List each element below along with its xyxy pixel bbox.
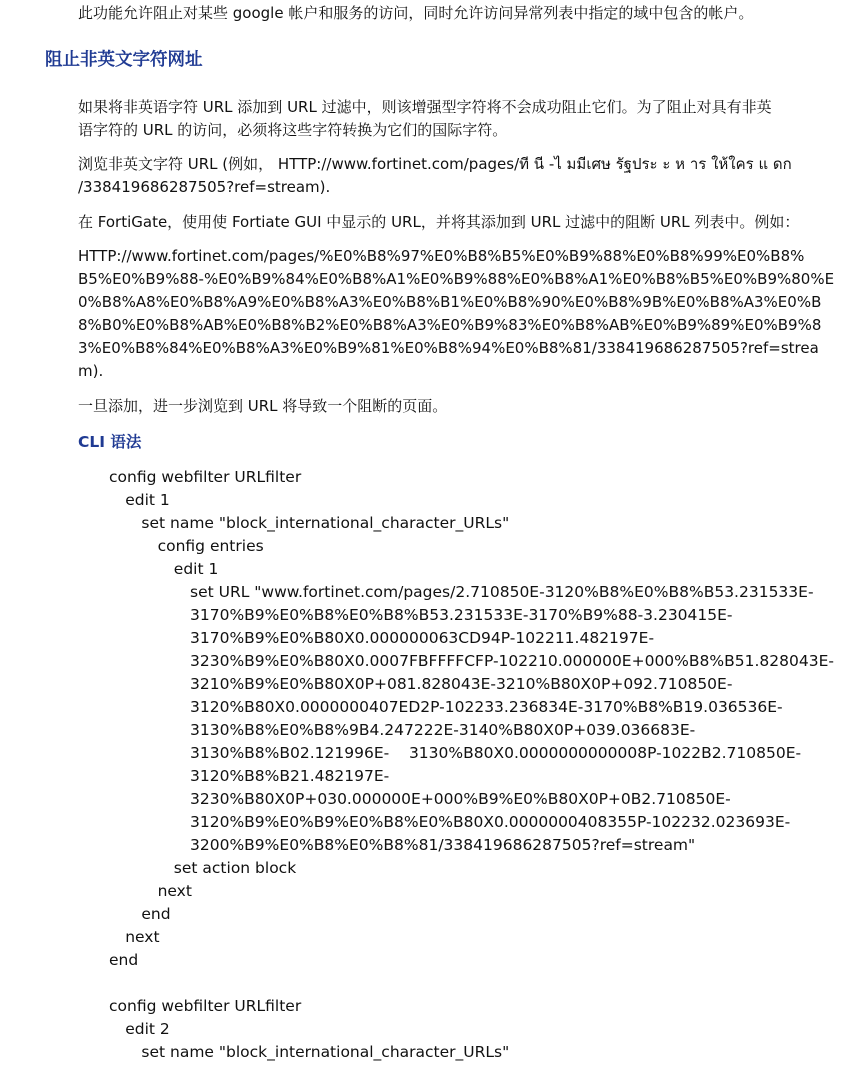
cli-line: end: [109, 951, 139, 969]
paragraph-1-line: 如果将非英语字符 URL 添加到 URL 过滤中，则该增强型字符将不会成功阻止它们。为了阻止对具有非英: [78, 98, 772, 116]
cli-line: set action block: [173, 859, 297, 877]
encoded-url-line: 8%B0%E0%B8%AB%E0%B8%B2%E0%B8%A3%E0%B9%83%E0%B8%AB%E0%B9%89%E0%B9%8: [78, 316, 822, 334]
cli-line: edit 1: [173, 560, 219, 578]
intro-text: 此功能允许阻止对某些 google 帐户和服务的访问，同时允许访问异常列表中指定的域中包含的帐户。: [78, 4, 754, 22]
cli-line: 3130%B8%E0%B8%9B4.247222E-3140%B80X0P+039.036683E-: [190, 721, 696, 739]
cli-line: 3120%B80X0.0000000407ED2P-102233.236834E-3170%B8%B19.036536E-: [190, 698, 783, 716]
cli-code-block: [0, 995, 509, 1064]
paragraph-2-line: /338419686287505?ref=stream).: [78, 178, 331, 196]
encoded-url-line: 3%E0%B8%84%E0%B8%A3%E0%B9%81%E0%B8%94%E0%B8%81/338419686287505?ref=strea: [78, 339, 819, 357]
paragraph-2: [78, 153, 823, 199]
encoded-url-line: 0%B8%A8%E0%B8%A9%E0%B8%A3%E0%B8%B1%E0%B8%90%E0%B8%9B%E0%B8%A3%E0%B: [78, 293, 822, 311]
encoded-url-line: m).: [78, 362, 104, 380]
section-title: 阻止非英文字符网址: [45, 50, 203, 70]
cli-line: next: [157, 882, 192, 900]
paragraph-3: [78, 211, 823, 234]
cli-line: 3210%B9%E0%B80X0P+081.828043E-3210%B80X0P+092.710850E-: [190, 675, 733, 693]
paragraph-3-text: 在 FortiGate，使用使 Fortiate GUI 中显示的 URL，并将其添加到 URL 过滤中的阻断 URL 列表中。例如：: [78, 213, 800, 231]
cli-syntax-title: CLI 语法: [78, 433, 142, 451]
cli-line: next: [125, 928, 160, 946]
cli-line: set URL "www.fortinet.com/pages/2.710850E-3120%B8%E0%B8%B53.231533E-: [190, 583, 814, 601]
cli-line: config webfilter URLfilter: [109, 468, 302, 486]
cli-line: config entries: [157, 537, 264, 555]
cli-line: config webfilter URLfilter: [109, 997, 302, 1015]
cli-line: set name "block_international_character_URLs": [141, 1043, 510, 1061]
cli-line: set name "block_international_character_URLs": [141, 514, 510, 532]
paragraph-1: [78, 96, 823, 142]
encoded-url-line: B5%E0%B9%88-%E0%B9%84%E0%B8%A1%E0%B9%88%E0%B8%A1%E0%B8%B5%E0%B9%80%E: [78, 270, 835, 288]
cli-line: 3130%B8%B02.121996E- 3130%B80X0.0000000000008P-1022B2.710850E-: [190, 744, 802, 762]
paragraph-2-line: 浏览非英文字符 URL (例如， HTTP://www.fortinet.com/pages/ที นี -ไ มมีเศษ รัฐประ ะ ห าร ให้ใคร แ ดก: [78, 155, 792, 173]
cli-line: edit 1: [125, 491, 170, 509]
encoded-url-line: HTTP://www.fortinet.com/pages/%E0%B8%97%E0%B8%B5%E0%B9%88%E0%B8%99%E0%B8%: [78, 247, 805, 265]
intro-paragraph: [78, 2, 823, 25]
paragraph-4-text: 一旦添加，进一步浏览到 URL 将导致一个阻断的页面。: [78, 397, 448, 415]
paragraph-1-line: 语字符的 URL 的访问，必须将这些字符转换为它们的国际字符。: [78, 121, 508, 139]
cli-line: 3120%B8%B21.482197E-: [190, 767, 390, 785]
encoded-url-example: [78, 245, 835, 383]
cli-line: edit 2: [125, 1020, 170, 1038]
cli-line: 3170%B9%E0%B8%E0%B8%B53.231533E-3170%B9%88-3.230415E-: [190, 606, 733, 624]
cli-line: 3200%B9%E0%B8%E0%B8%81/338419686287505?ref=stream": [190, 836, 696, 854]
paragraph-4: [78, 395, 823, 418]
cli-line: 3120%B9%E0%B9%E0%B8%E0%B80X0.0000000408355P-102232.023693E-: [190, 813, 791, 831]
cli-line: end: [141, 905, 171, 923]
cli-line: 3170%B9%E0%B80X0.000000063CD94P-102211.482197E-: [190, 629, 655, 647]
cli-code-block: [0, 466, 834, 972]
cli-line: 3230%B9%E0%B80X0.0007FBFFFFCFP-102210.000000E+000%B8%B51.828043E-: [190, 652, 834, 670]
cli-line: 3230%B80X0P+030.000000E+000%B9%E0%B80X0P+0B2.710850E-: [190, 790, 731, 808]
